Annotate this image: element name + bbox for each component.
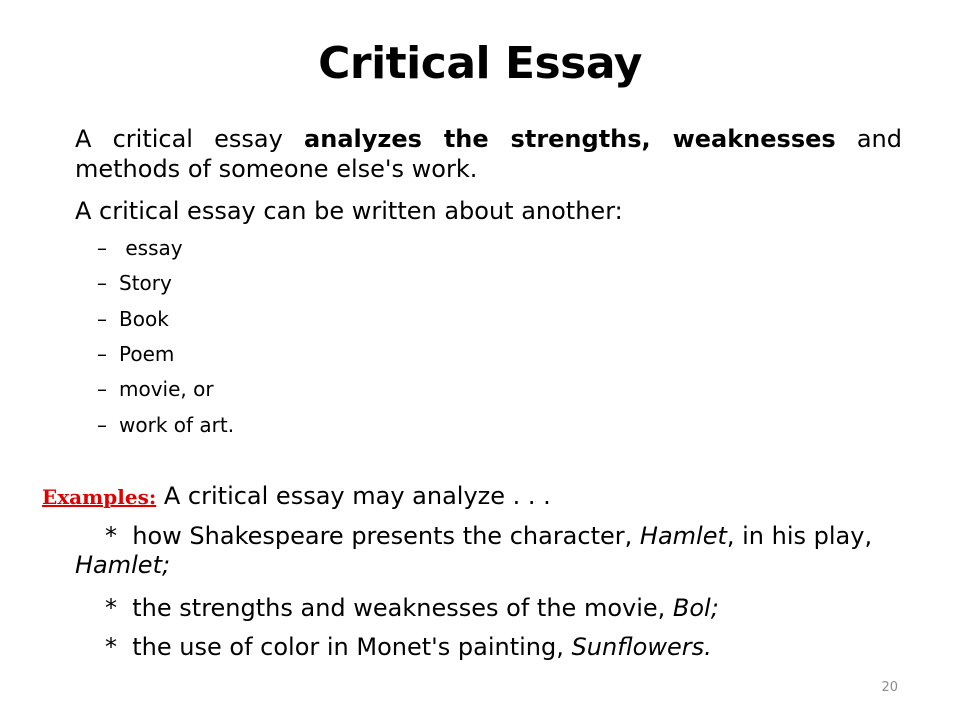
bullet-text: how Shakespeare presents the character, [132,522,640,550]
bullet-italic: Sunflowers. [571,633,712,661]
bullet-text-mid: , in his play, [726,522,873,550]
page-number: 20 [881,680,898,695]
list-item-text: Poem [119,342,175,366]
intro-paragraph [75,124,902,184]
examples-label: Examples: [42,485,157,509]
example-bullet [75,594,915,623]
bullet-star: * [105,633,117,661]
list-item [97,307,169,331]
bullet-italic: Bol; [672,594,719,622]
dash-marker: – [97,377,107,401]
dash-marker: – [97,342,107,366]
list-item-text: Book [119,307,169,331]
bullet-star: * [105,522,117,550]
slide-title: Critical Essay [318,38,642,89]
bullet-text: the strengths and weaknesses of the movie, [132,594,673,622]
list-item-text: essay [119,236,183,260]
dash-marker: – [97,271,107,295]
bullet-star: * [105,594,117,622]
lead-paragraph: A critical essay can be written about another: [75,197,623,225]
list-item [97,413,234,437]
dash-marker: – [97,236,107,260]
bullet-italic-2: Hamlet; [75,550,171,579]
example-bullet [75,522,915,580]
bullet-italic: Hamlet [639,522,727,550]
list-item [97,342,174,366]
list-item-text: Story [119,271,172,295]
list-item [97,236,183,260]
dash-marker: – [97,413,107,437]
list-item-text: movie, or [119,377,214,401]
intro-prefix: A critical essay [75,125,305,153]
example-bullet [75,633,915,662]
dash-marker: – [97,307,107,331]
list-item-text: work of art. [119,413,235,437]
intro-bold: analyzes the strengths, weaknesses [304,125,836,153]
intro-suffix: and methods of someone else's work. [75,125,903,183]
examples-text: A critical essay may analyze . . . [156,482,551,510]
list-item [97,271,172,295]
bullet-text: the use of color in Monet's painting, [132,633,572,661]
examples-line [42,482,551,510]
list-item [97,377,214,401]
